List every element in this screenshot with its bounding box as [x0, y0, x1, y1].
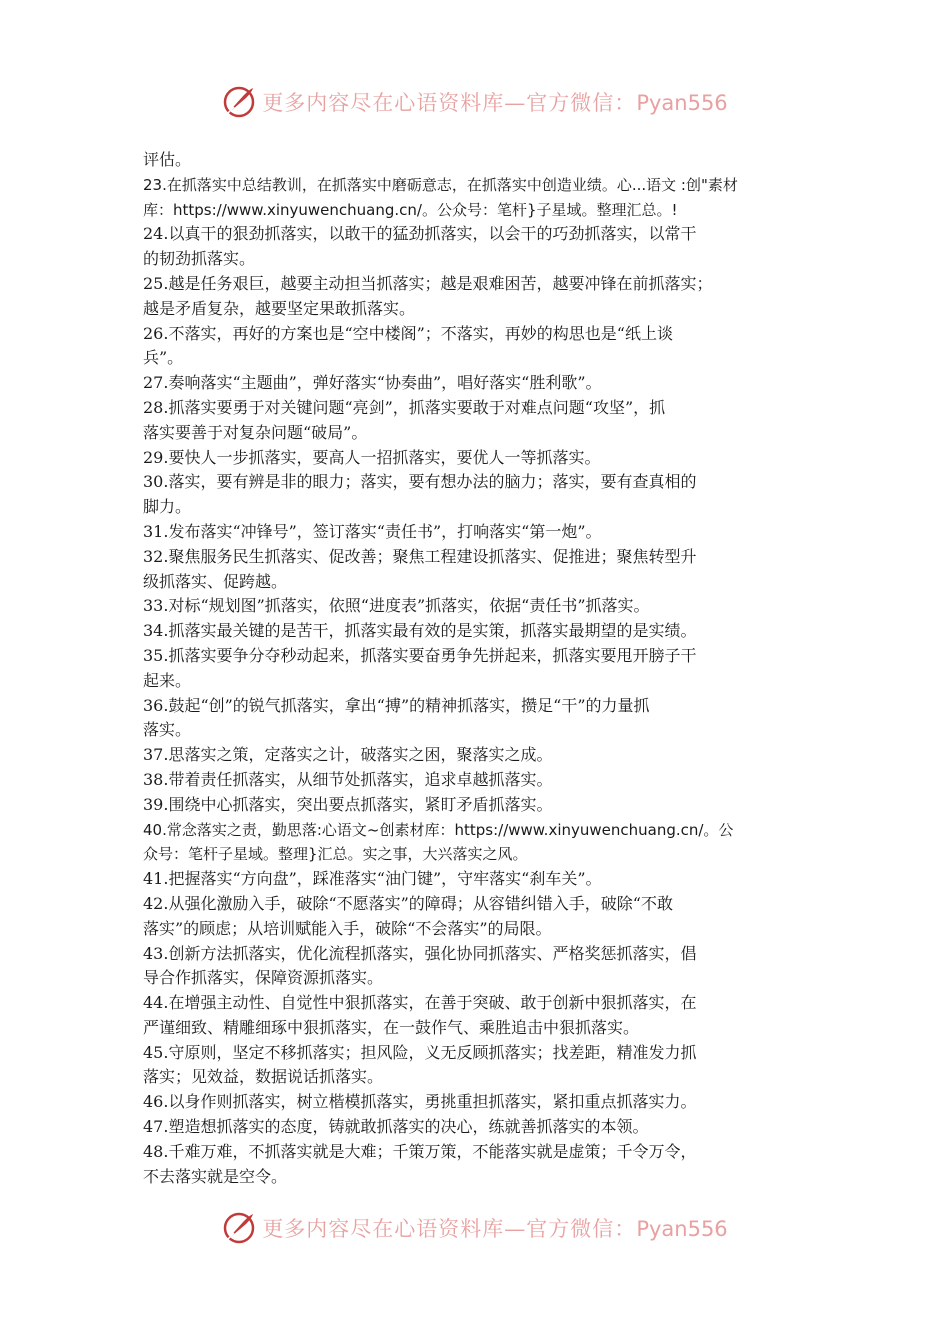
- text-line: 级抓落实、促跨越。: [143, 571, 288, 591]
- text-line: 23.在抓落实中总结教训，在抓落实中磨砺意志，在抓落实中创造业绩。心...语文 :创"素材: [143, 175, 738, 194]
- header-banner: [0, 82, 950, 122]
- text-line: 44.在增强主动性、自觉性中狠抓落实，在善于突破、敢于创新中狠抓落实，在: [143, 993, 697, 1013]
- text-line: 25.越是任务艰巨，越要主动担当抓落实；越是艰难困苦，越要冲锋在前抓落实；: [143, 273, 713, 293]
- text-line: 30.落实，要有辨是非的眼力；落实，要有想办法的脑力；落实，要有查真相的: [143, 472, 697, 492]
- text-line: 41.把握落实“方向盘”，踩准落实“油门键”，守牢落实“刹车关”。: [143, 869, 602, 889]
- text-line: 脚力。: [143, 497, 192, 517]
- footer-banner: [0, 1208, 950, 1248]
- text-line: 38.带着责任抓落实，从细节处抓落实，追求卓越抓落实。: [143, 769, 553, 789]
- text-line: 的韧劲抓落实。: [143, 249, 256, 269]
- text-line: 落实。: [143, 720, 192, 740]
- text-line: 众号：笔杆子星域。整理}汇总。实之事，大兴落实之风。: [143, 845, 528, 864]
- header-banner-text: 更多内容尽在心语资料库—官方微信：Pyan556: [262, 91, 728, 115]
- text-line: 46.以身作则抓落实，树立楷模抓落实，勇挑重担抓落实，紧扣重点抓落实力。: [143, 1092, 697, 1112]
- text-line: 26.不落实，再好的方案也是“空中楼阁”；不落实，再妙的构思也是“纸上谈: [143, 323, 673, 343]
- text-line: 31.发布落实“冲锋号”，签订落实“责任书”，打响落实“第一炮”。: [143, 521, 602, 541]
- text-line: 库：https://www.xinyuwenchuang.cn/。公众号：笔杆}子星域。整理汇总。!: [143, 200, 678, 219]
- text-line: 36.鼓起“创”的锐气抓落实，拿出“搏”的精神抓落实，攒足“干”的力量抓: [143, 695, 650, 715]
- document-body: [143, 148, 808, 1189]
- text-line: 起来。: [143, 670, 192, 690]
- text-line: 33.对标“规划图”抓落实，依照“进度表”抓落实，依据“责任书”抓落实。: [143, 596, 650, 616]
- text-line: 不去落实就是空令。: [143, 1166, 288, 1186]
- text-line: 27.奏响落实“主题曲”，弹好落实“协奏曲”，唱好落实“胜利歌”。: [143, 373, 602, 393]
- text-line: 48.千难万难，不抓落实就是大难；千策万策，不能落实就是虚策；千令万令，: [143, 1141, 697, 1161]
- quill-logo-icon: [222, 1211, 256, 1245]
- text-line: 24.以真干的狠劲抓落实，以敢干的猛劲抓落实，以会干的巧劲抓落实，以常干: [143, 224, 697, 244]
- text-line: 39.围绕中心抓落实，突出要点抓落实，紧盯矛盾抓落实。: [143, 794, 553, 814]
- text-line: 42.从强化激励入手，破除“不愿落实”的障碍；从容错纠错入手，破除“不敢: [143, 893, 673, 913]
- text-line: 47.塑造想抓落实的态度，铸就敢抓落实的决心，练就善抓落实的本领。: [143, 1117, 649, 1137]
- text-line: 落实要善于对复杂问题“破局”。: [143, 422, 368, 442]
- text-line: 越是矛盾复杂，越要坚定果敢抓落实。: [143, 298, 416, 318]
- text-line: 45.守原则，坚定不移抓落实；担风险，义无反顾抓落实；找差距，精准发力抓: [143, 1042, 697, 1062]
- text-line: 兵”。: [143, 348, 184, 368]
- text-line: 34.抓落实最关键的是苦干，抓落实最有效的是实策，抓落实最期望的是实绩。: [143, 621, 697, 641]
- text-line: 落实”的顾虑；从培训赋能入手，破除“不会落实”的局限。: [143, 918, 552, 938]
- text-line: 32.聚焦服务民生抓落实、促改善；聚焦工程建设抓落实、促推进；聚焦转型升: [143, 546, 697, 566]
- footer-banner-text: 更多内容尽在心语资料库—官方微信：Pyan556: [262, 1217, 728, 1241]
- text-line: 严谨细致、精雕细琢中狠抓落实，在一鼓作气、乘胜追击中狠抓落实。: [143, 1017, 640, 1037]
- text-line: 35.抓落实要争分夺秒动起来，抓落实要奋勇争先拼起来，抓落实要甩开膀子干: [143, 645, 697, 665]
- text-line: 43.创新方法抓落实，优化流程抓落实，强化协同抓落实、严格奖惩抓落实，倡: [143, 943, 697, 963]
- text-line: 40.常念落实之责，勤思落:心语文~创素材库：https://www.xinyuwenchuang.cn/。公: [143, 820, 734, 839]
- text-line: 导合作抓落实，保障资源抓落实。: [143, 968, 384, 988]
- quill-logo-icon: [222, 85, 256, 119]
- text-line: 29.要快人一步抓落实，要高人一招抓落实，要优人一等抓落实。: [143, 447, 601, 467]
- text-line: 落实；见效益，数据说话抓落实。: [143, 1067, 384, 1087]
- text-line: 评估。: [143, 150, 192, 169]
- text-line: 37.思落实之策，定落实之计，破落实之困，聚落实之成。: [143, 745, 553, 765]
- text-line: 28.抓落实要勇于对关键问题“亮剑”，抓落实要敢于对难点问题“攻坚”，抓: [143, 397, 666, 417]
